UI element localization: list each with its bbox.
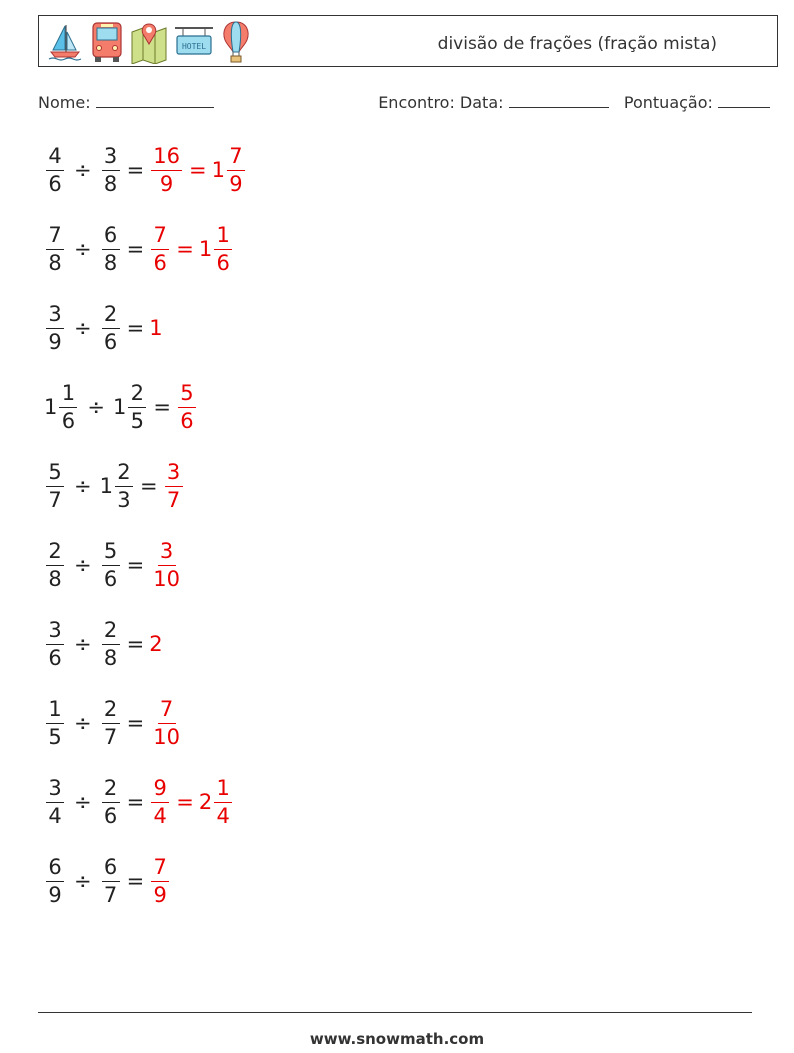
sailboat-icon (45, 22, 85, 62)
mixed-whole: 1 (211, 158, 225, 182)
footer-url: www.snowmath.com (309, 1030, 485, 1048)
answer-numerator: 3 (165, 462, 183, 487)
answer (149, 696, 184, 749)
answer (149, 316, 162, 340)
name-label: Nome: (38, 93, 91, 112)
divisor-denominator: 7 (103, 882, 118, 907)
dividend-fraction (59, 380, 77, 433)
dividend-fraction (46, 775, 64, 828)
divisor-fraction (102, 775, 120, 828)
dividend (44, 143, 66, 196)
footer-divider (38, 1012, 752, 1013)
answer-denominator: 6 (153, 250, 167, 275)
dividend-fraction (46, 301, 64, 354)
dividend-denominator: 4 (48, 803, 62, 828)
dividend-fraction (46, 696, 64, 749)
dividend-fraction (46, 143, 64, 196)
dividend (44, 775, 66, 828)
equals-sign: = (153, 395, 171, 419)
problem-row (44, 298, 163, 358)
divide-sign: ÷ (74, 553, 92, 577)
divisor-numerator: 6 (102, 857, 120, 882)
answer (149, 538, 184, 591)
divisor-fraction (102, 696, 120, 749)
mixed-fraction (214, 222, 232, 275)
dividend-fraction (46, 617, 64, 670)
answer-fraction (165, 459, 183, 512)
divisor-fraction (102, 143, 120, 196)
divisor-numerator: 2 (102, 304, 120, 329)
mixed-numerator: 1 (214, 225, 232, 250)
divisor (100, 143, 122, 196)
dividend-denominator: 9 (48, 329, 62, 354)
mixed-denominator: 6 (216, 250, 230, 275)
problem-row (44, 456, 185, 516)
answer-denominator: 10 (153, 566, 180, 591)
divisor-denominator: 6 (103, 329, 118, 354)
problem-row (44, 219, 234, 279)
divisor-fraction (128, 380, 146, 433)
divide-sign: ÷ (74, 237, 92, 261)
divisor-numerator: 6 (102, 225, 120, 250)
equals-sign: = (126, 869, 145, 893)
divisor (100, 538, 122, 591)
divisor (100, 775, 122, 828)
divisor-fraction (102, 222, 120, 275)
divisor-fraction (115, 459, 133, 512)
problem-row (44, 140, 247, 200)
answer-numerator: 9 (151, 778, 169, 803)
equals-sign: = (126, 711, 145, 735)
problem-row (44, 377, 198, 437)
dividend (44, 854, 66, 907)
dividend-numerator: 1 (46, 699, 64, 724)
answer-whole: 1 (149, 316, 163, 340)
equals-sign: = (126, 316, 145, 340)
answer-numerator: 7 (158, 699, 176, 724)
mixed-fraction (214, 775, 232, 828)
divide-sign: ÷ (74, 474, 92, 498)
map-icon (129, 20, 169, 64)
dividend-fraction (46, 854, 64, 907)
divide-sign: ÷ (74, 790, 92, 814)
answer-fraction (151, 775, 169, 828)
score-label: Pontuação: (623, 93, 713, 112)
divide-sign: ÷ (74, 869, 92, 893)
dividend-denominator: 5 (48, 724, 62, 749)
dividend (44, 459, 66, 512)
divisor-numerator: 5 (102, 541, 120, 566)
hotel-sign-icon (173, 22, 215, 62)
answer-whole: 2 (149, 632, 163, 656)
divisor-denominator: 8 (103, 250, 118, 275)
divisor-whole: 1 (99, 474, 113, 498)
divisor-fraction (102, 854, 120, 907)
divisor-denominator: 6 (103, 566, 118, 591)
answer-numerator: 5 (178, 383, 196, 408)
answer-numerator: 16 (151, 146, 182, 171)
divisor (100, 301, 122, 354)
answer (149, 775, 234, 828)
dividend (44, 222, 66, 275)
equals-sign: = (126, 158, 145, 182)
answer-denominator: 7 (166, 487, 181, 512)
divide-sign: ÷ (74, 316, 92, 340)
divisor-numerator: 2 (102, 699, 120, 724)
answer-denominator: 10 (153, 724, 180, 749)
dividend-denominator: 8 (48, 250, 62, 275)
encounter-date-label: Encontro: Data: (378, 93, 504, 112)
equals-sign: = (126, 553, 145, 577)
equals-sign: = (126, 237, 145, 261)
divide-sign: ÷ (74, 158, 92, 182)
dividend (44, 696, 66, 749)
dividend-denominator: 6 (61, 408, 76, 433)
equals-sign: = (139, 474, 158, 498)
dividend-denominator: 9 (48, 882, 62, 907)
dividend-numerator: 5 (46, 462, 64, 487)
dividend (44, 538, 66, 591)
divisor-denominator: 7 (103, 724, 118, 749)
divisor (100, 696, 122, 749)
answer-denominator: 9 (159, 171, 174, 196)
dividend-denominator: 6 (48, 645, 62, 670)
answer-fraction (151, 854, 169, 907)
divisor (99, 459, 135, 512)
answer-denominator: 9 (153, 882, 167, 907)
header-box (38, 15, 778, 67)
score-blank[interactable] (718, 93, 770, 108)
divisor-denominator: 6 (103, 803, 118, 828)
answer-fraction (151, 538, 182, 591)
dividend (44, 617, 66, 670)
divisor (100, 854, 122, 907)
date-score-field (378, 93, 770, 112)
divisor-numerator: 2 (102, 778, 120, 803)
dividend-whole: 1 (44, 395, 58, 419)
answer-numerator: 7 (151, 857, 169, 882)
dividend-numerator: 3 (46, 620, 64, 645)
answer-denominator: 4 (153, 803, 167, 828)
problem-row (44, 851, 171, 911)
divisor-fraction (102, 301, 120, 354)
divisor-numerator: 3 (102, 146, 120, 171)
divisor-denominator: 8 (103, 171, 118, 196)
divisor-fraction (102, 617, 120, 670)
divisor-fraction (102, 538, 120, 591)
divisor-denominator: 8 (103, 645, 118, 670)
mixed-numerator: 7 (227, 146, 245, 171)
answer-fraction (151, 696, 182, 749)
dividend-fraction (46, 222, 64, 275)
answer (149, 632, 162, 656)
divisor (100, 222, 122, 275)
dividend-denominator: 6 (48, 171, 62, 196)
svg-text:HOTEL: HOTEL (181, 42, 207, 51)
answer-fraction (151, 143, 182, 196)
dividend (44, 301, 66, 354)
divisor (112, 380, 148, 433)
mixed-numerator: 1 (214, 778, 232, 803)
answer-numerator: 3 (158, 541, 176, 566)
problem-row (44, 772, 234, 832)
problem-row (44, 614, 163, 674)
divisor-numerator: 2 (102, 620, 120, 645)
mixed-fraction (227, 143, 245, 196)
dividend (44, 380, 79, 433)
dividend-fraction (46, 459, 64, 512)
equals-sign: = (126, 790, 145, 814)
answer-denominator: 6 (180, 408, 194, 433)
mixed-denominator: 4 (216, 803, 230, 828)
answer (163, 459, 185, 512)
divide-sign: ÷ (74, 711, 92, 735)
worksheet-title: divisão de frações (fração mista) (437, 34, 717, 54)
answer (149, 854, 171, 907)
divide-sign: ÷ (74, 632, 92, 656)
divisor-numerator: 2 (115, 462, 133, 487)
answer-equals-sign: = (176, 790, 194, 814)
dividend-numerator: 7 (46, 225, 64, 250)
dividend-numerator: 3 (46, 778, 64, 803)
dividend-numerator: 2 (46, 541, 64, 566)
dividend-numerator: 3 (46, 304, 64, 329)
divisor-denominator: 5 (130, 408, 145, 433)
dividend-denominator: 8 (48, 566, 62, 591)
answer-fraction (178, 380, 196, 433)
divisor (100, 617, 122, 670)
answer-fraction (151, 222, 169, 275)
hot-air-balloon-icon (219, 20, 253, 64)
answer-equals-sign: = (188, 158, 207, 182)
divide-sign: ÷ (87, 395, 105, 419)
answer (149, 143, 247, 196)
equals-sign: = (126, 632, 145, 656)
problem-row (44, 693, 184, 753)
dividend-denominator: 7 (48, 487, 62, 512)
dividend-numerator: 6 (46, 857, 64, 882)
problem-row (44, 535, 184, 595)
divisor-whole: 1 (112, 395, 127, 419)
name-blank[interactable] (96, 93, 214, 108)
mixed-denominator: 9 (229, 171, 243, 196)
dividend-numerator: 1 (59, 383, 77, 408)
answer-numerator: 7 (151, 225, 169, 250)
dividend-fraction (46, 538, 64, 591)
header-icons (45, 20, 253, 64)
dividend-numerator: 4 (46, 146, 64, 171)
name-field (38, 93, 214, 112)
mixed-whole: 1 (198, 237, 213, 261)
date-blank[interactable] (509, 93, 609, 108)
answer (176, 380, 198, 433)
answer-equals-sign: = (176, 237, 194, 261)
bus-icon (89, 20, 125, 64)
answer (149, 222, 234, 275)
divisor-numerator: 2 (128, 383, 146, 408)
divisor-denominator: 3 (117, 487, 131, 512)
mixed-whole: 2 (198, 790, 213, 814)
